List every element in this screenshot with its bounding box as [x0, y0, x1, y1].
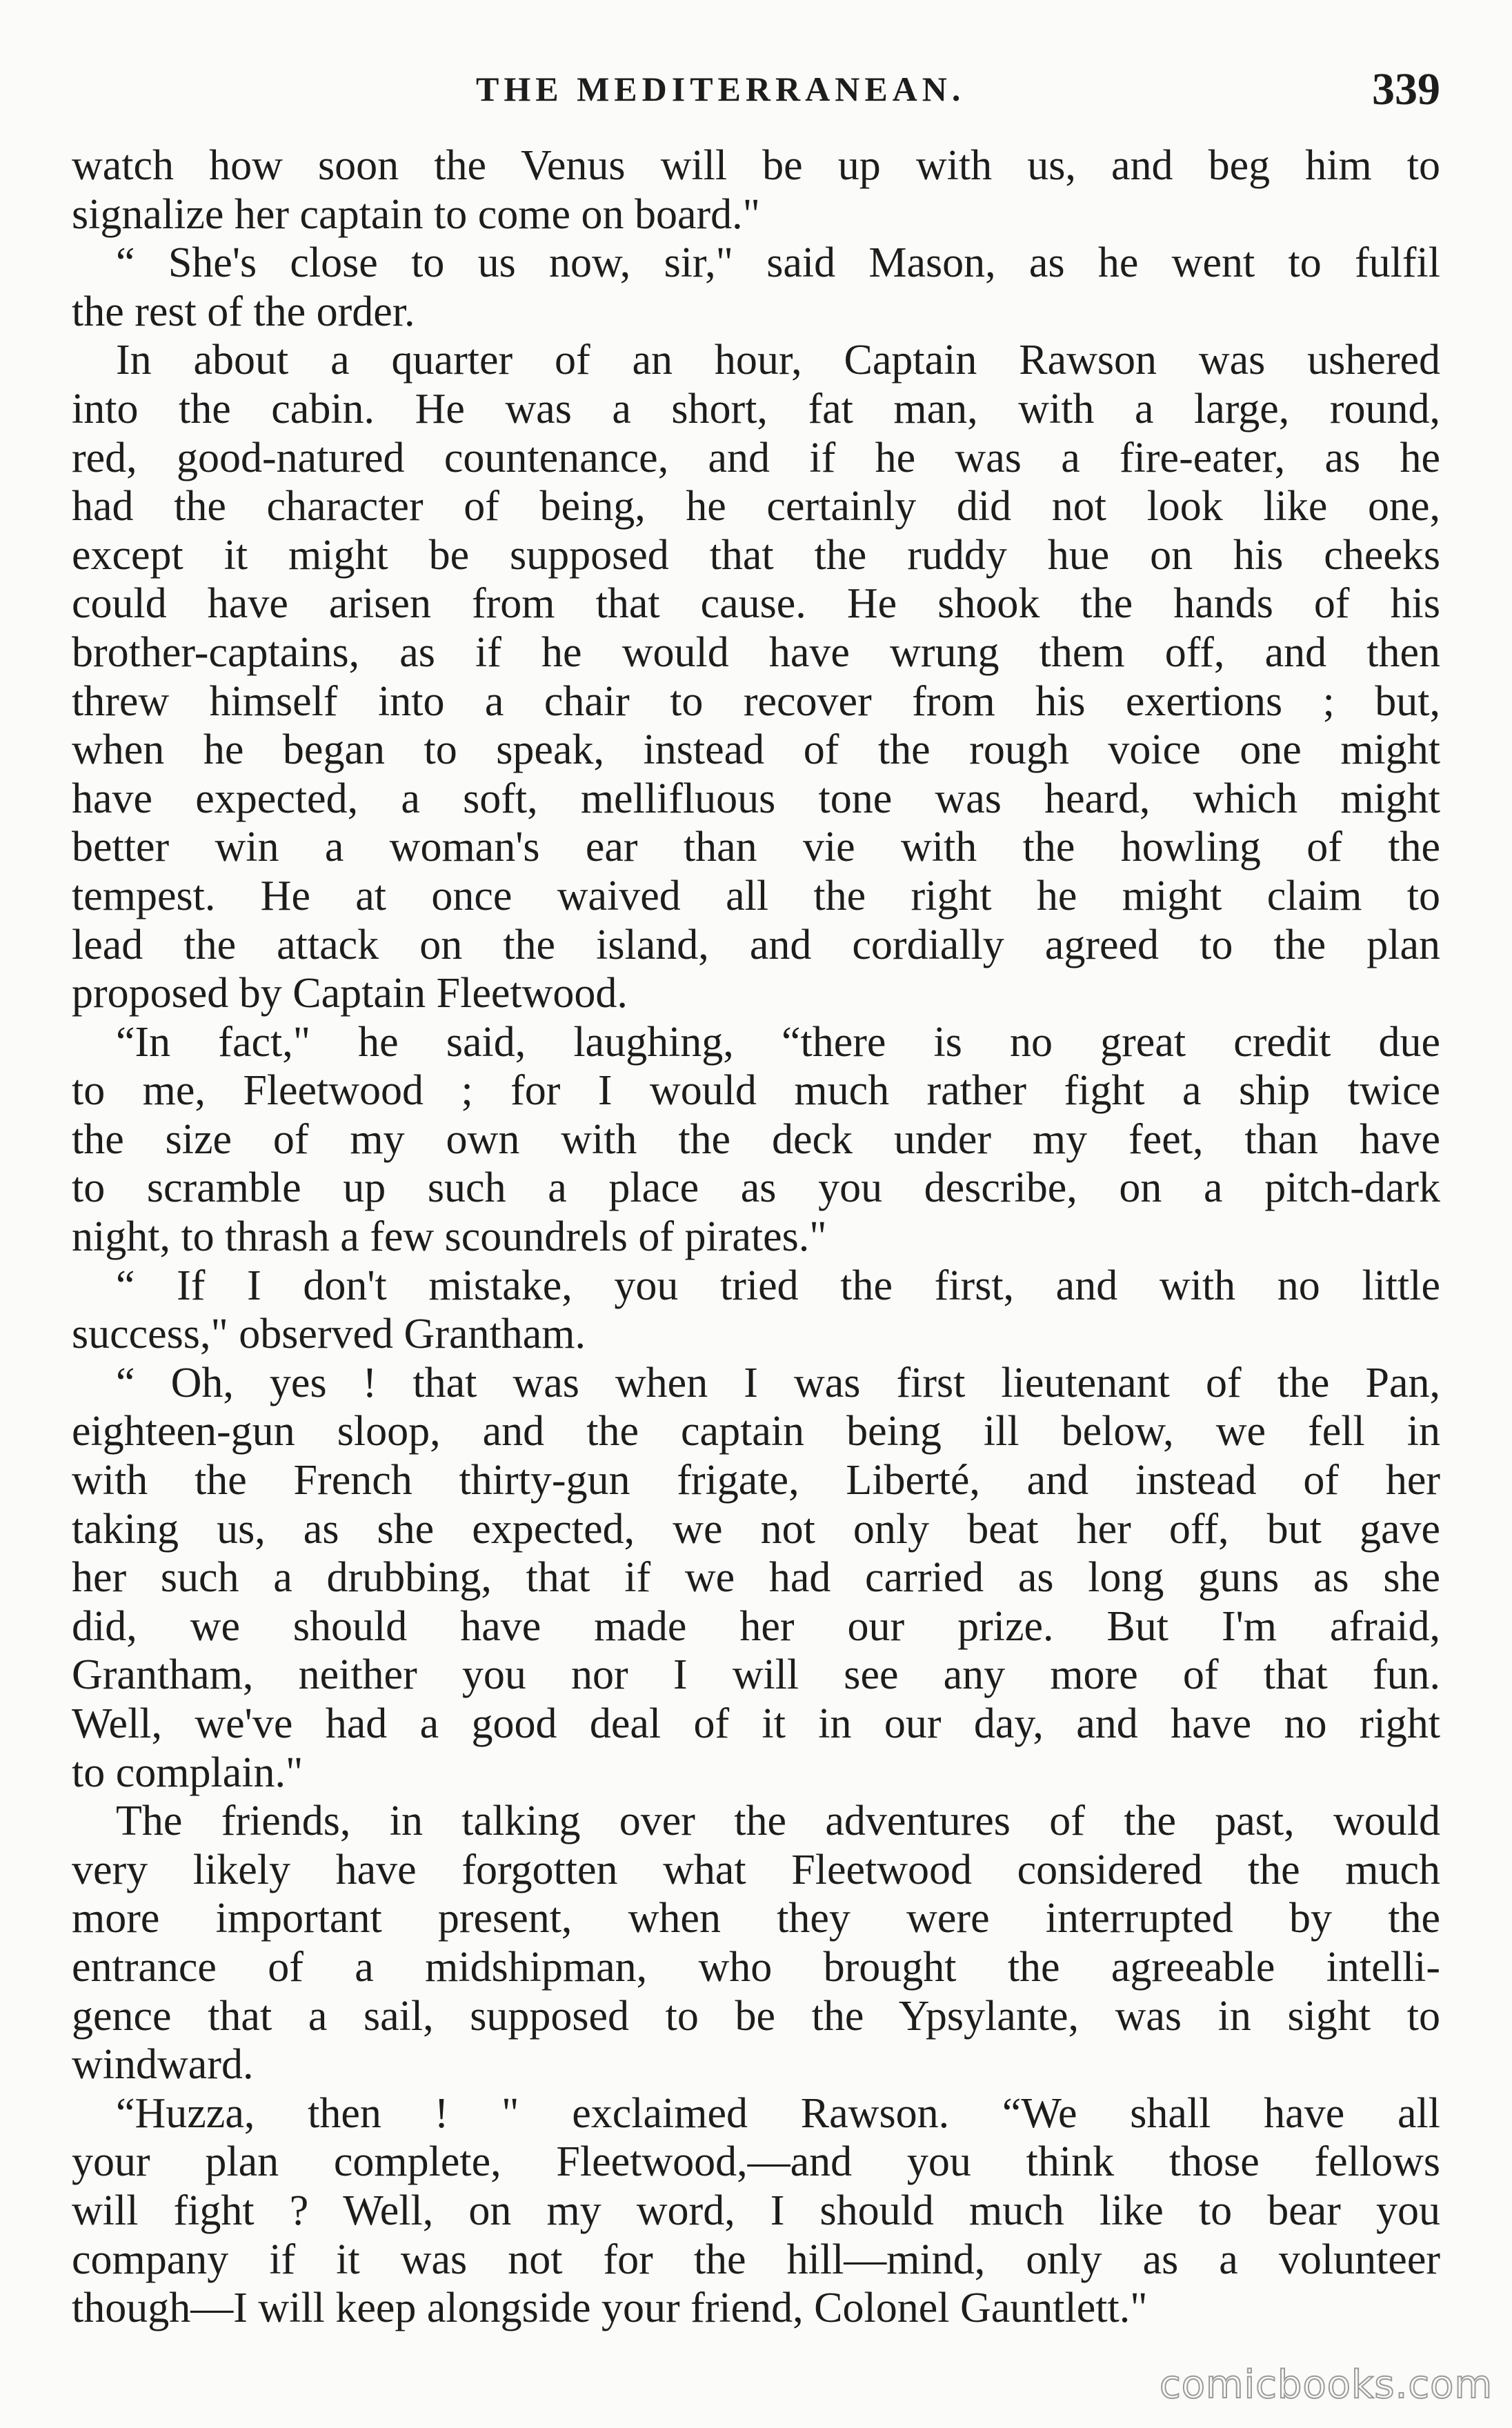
text-line: have expected, a soft, mellifluous tone was heard, which might: [72, 775, 1440, 822]
page-number: 339: [1372, 64, 1440, 115]
text-line: company if it was not for the hill—mind, only as a volunteer: [72, 2236, 1440, 2283]
text-line: when he began to speak, instead of the rough voice one might: [72, 726, 1440, 774]
text-line: very likely have forgotten what Fleetwood considered the much: [72, 1846, 1440, 1893]
text-line: to scramble up such a place as you describe, on a pitch-dark: [72, 1164, 1440, 1212]
text-line: your plan complete, Fleetwood,—and you think those fellows: [72, 2138, 1440, 2186]
text-line: “Huzza, then ! " exclaimed Rawson. “We shall have all: [116, 2089, 1440, 2137]
text-line: taking us, as she expected, we not only beat her off, but gave: [72, 1505, 1440, 1553]
text-line: Grantham, neither you nor I will see any more of that fun.: [72, 1651, 1440, 1699]
text-line: signalize her captain to come on board.": [72, 190, 760, 238]
text-line: better win a woman's ear than vie with the howling of the: [72, 824, 1440, 871]
text-line: tempest. He at once waived all the right he might claim to: [72, 872, 1440, 919]
text-line: except it might be supposed that the ruddy hue on his cheeks: [72, 531, 1440, 579]
text-line: In about a quarter of an hour, Captain Rawson was ushered: [116, 337, 1440, 384]
text-line: the rest of the order.: [72, 288, 415, 335]
text-line: though—I will keep alongside your friend, Colonel Gauntlett.": [72, 2285, 1148, 2332]
text-line: into the cabin. He was a short, fat man, with a large, round,: [72, 385, 1440, 432]
text-line: windward.: [72, 2041, 254, 2089]
text-line: watch how soon the Venus will be up with us, and beg him to: [72, 142, 1440, 189]
text-line: her such a drubbing, that if we had carried as long guns as she: [72, 1554, 1440, 1602]
text-line: could have arisen from that cause. He shook the hands of his: [72, 580, 1440, 628]
text-line: entrance of a midshipman, who brought the agreeable intelli-: [72, 1943, 1440, 1991]
text-line: success," observed Grantham.: [72, 1311, 586, 1358]
text-line: had the character of being, he certainly did not look like one,: [72, 483, 1440, 530]
text-line: will fight ? Well, on my word, I should much like to bear you: [72, 2187, 1440, 2234]
text-line: gence that a sail, supposed to be the Ypsylante, was in sight to: [72, 1992, 1440, 2040]
text-line: to complain.": [72, 1749, 304, 1796]
text-line: The friends, in talking over the adventures of the past, would: [116, 1798, 1440, 1845]
running-title: THE MEDITERRANEAN.: [476, 70, 966, 108]
text-line: brother-captains, as if he would have wrung them off, and then: [72, 628, 1440, 676]
text-line: with the French thirty-gun frigate, Liberté, and instead of her: [72, 1457, 1440, 1504]
text-line: the size of my own with the deck under my feet, than have: [72, 1115, 1440, 1163]
text-line: more important present, when they were interrupted by the: [72, 1895, 1440, 1942]
text-line: “ Oh, yes ! that was when I was first lieutenant of the Pan,: [116, 1359, 1440, 1406]
text-line: “ She's close to us now, sir," said Mason, as he went to fulfil: [116, 239, 1440, 287]
text-line: red, good-natured countenance, and if he was a fire-eater, as he: [72, 434, 1440, 481]
body-text: [72, 141, 1440, 2333]
text-line: Well, we've had a good deal of it in our day, and have no right: [72, 1700, 1440, 1747]
watermark: comicbooks.com: [1159, 2362, 1493, 2407]
text-line: “ If I don't mistake, you tried the first, and with no little: [116, 1262, 1440, 1309]
text-line: night, to thrash a few scoundrels of pirates.": [72, 1213, 827, 1261]
text-line: lead the attack on the island, and cordially agreed to the plan: [72, 921, 1440, 968]
text-line: to me, Fleetwood ; for I would much rather fight a ship twice: [72, 1067, 1440, 1115]
text-line: “In fact," he said, laughing, “there is no great credit due: [116, 1018, 1440, 1066]
text-line: eighteen-gun sloop, and the captain being ill below, we fell in: [72, 1408, 1440, 1455]
text-line: threw himself into a chair to recover from his exertions ; but,: [72, 677, 1440, 725]
running-head: [0, 64, 1512, 124]
text-line: did, we should have made her our prize. But I'm afraid,: [72, 1602, 1440, 1650]
text-line: proposed by Captain Fleetwood.: [72, 970, 628, 1017]
